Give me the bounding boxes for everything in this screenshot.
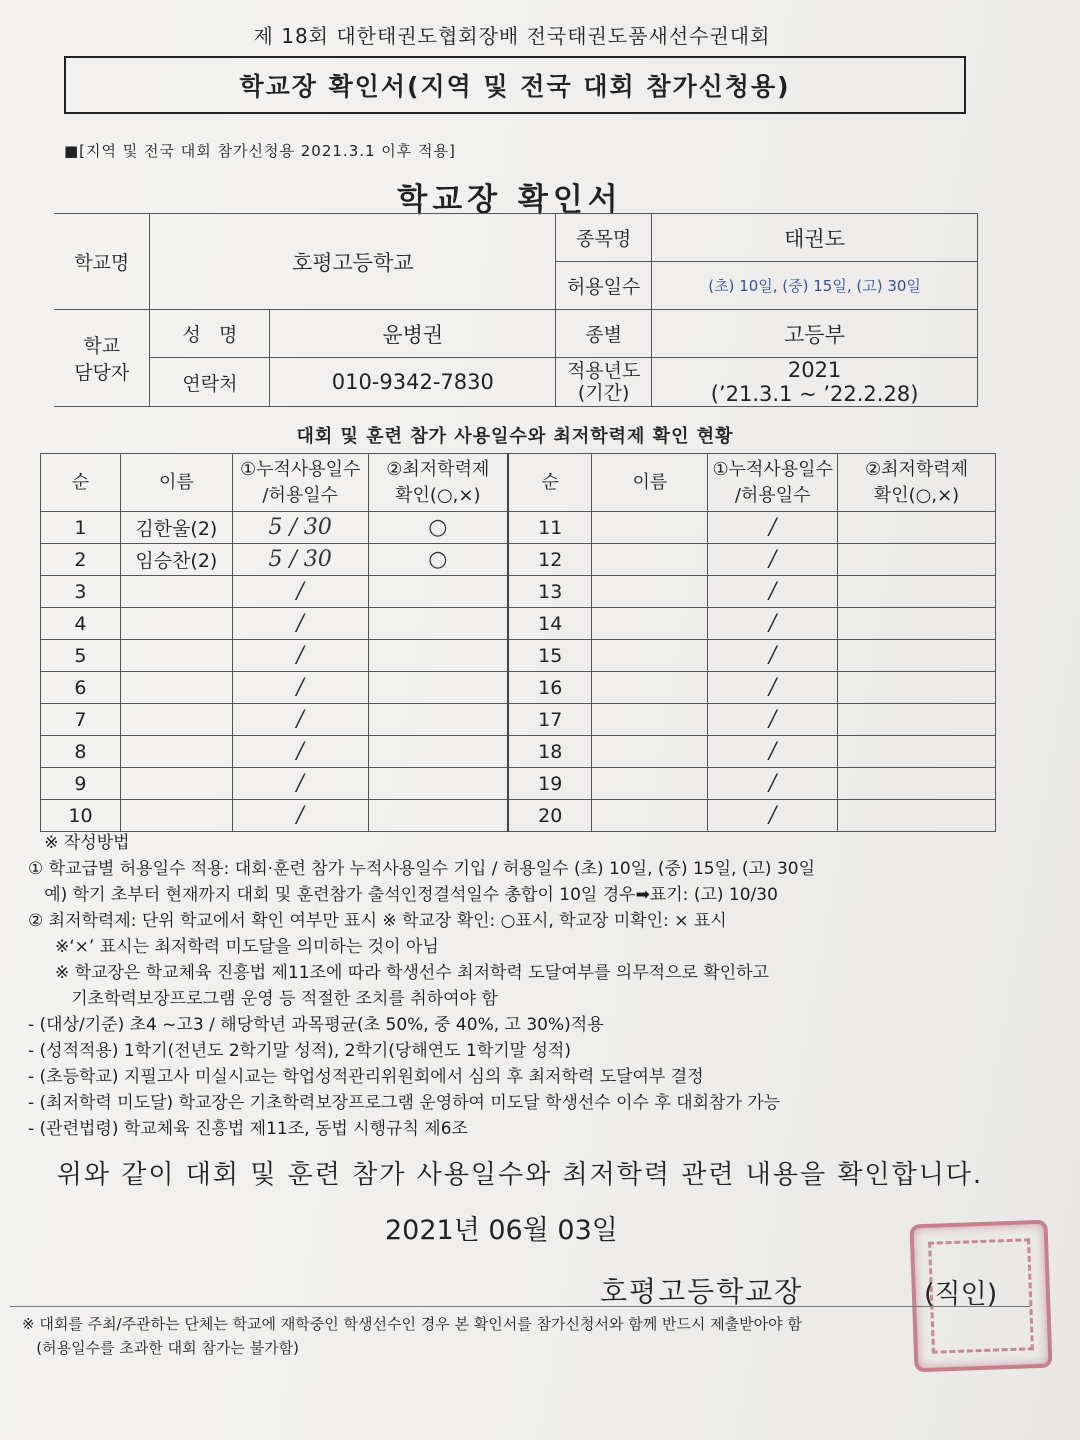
guide-line: ※ 작성방법: [28, 833, 130, 853]
applicability-note: ■[지역 및 전국 대회 참가신청용 2021.3.1 이후 적용]: [64, 142, 456, 160]
guide-line: - (최저학력 미도달) 학교장은 기초학력보장프로그램 운영하여 미도달 학생선수 이수 후 대회참가 가능: [28, 1093, 781, 1113]
col-check: [368, 454, 508, 512]
cell-no: 9: [41, 768, 121, 800]
col-name: 이름: [120, 454, 232, 512]
table-row: [41, 640, 996, 672]
table-row: [41, 608, 996, 640]
cell-name: [592, 672, 708, 704]
cell-name: [120, 608, 232, 640]
cell-check: [838, 704, 996, 736]
col-days: [232, 454, 368, 512]
school-name-value: 호평고등학교: [150, 214, 556, 310]
cell-name: [592, 800, 708, 832]
cell-no: 10: [41, 800, 121, 832]
staff-label: [54, 310, 150, 407]
cell-days: /: [232, 800, 368, 832]
col-check-right-line2: 확인(○,×): [873, 484, 960, 506]
staff-label-line2: 담당자: [74, 362, 130, 384]
cell-days: /: [232, 736, 368, 768]
cell-check: [838, 512, 996, 544]
cell-name: [592, 736, 708, 768]
cell-name: 임승찬(2): [120, 544, 232, 576]
form-title: 학교장 확인서: [397, 182, 623, 218]
col-no-right: 순: [508, 454, 592, 512]
school-info-table: [54, 213, 978, 407]
cell-days: /: [232, 672, 368, 704]
cell-check: [838, 608, 996, 640]
col-check-line2: 확인(○,×): [395, 484, 481, 506]
cell-name: [592, 704, 708, 736]
cell-name: [592, 608, 708, 640]
cell-days: /: [232, 576, 368, 608]
footer-note: [22, 1312, 802, 1360]
cell-name: [120, 640, 232, 672]
division-value: 고등부: [652, 310, 978, 358]
guide-line: ② 최저학력제: 단위 학교에서 확인 여부만 표시 ※ 학교장 확인: ○표시, 학교장 미확인: × 표시: [28, 911, 727, 931]
guide-line: - (대상/기준) 초4 ~고3 / 해당학년 과목평균(초 50%, 중 40%, 고 30%)적용: [28, 1015, 604, 1035]
table-row: [41, 736, 996, 768]
allow-days-value: (초) 10일, (중) 15일, (고) 30일: [652, 262, 978, 310]
staff-name-label: 성 명: [150, 310, 270, 358]
cell-check: [838, 672, 996, 704]
cell-no: 16: [508, 672, 592, 704]
guide-line: ※ 학교장은 학교체육 진흥법 제11조에 따라 학생선수 최저학력 도달여부를 의무적으로 확인하고: [28, 963, 769, 983]
cell-days: 5 / 30: [232, 544, 368, 576]
cell-no: 4: [41, 608, 121, 640]
cell-days: /: [232, 768, 368, 800]
cell-check: [368, 576, 508, 608]
col-days-line2: /허용일수: [262, 484, 339, 506]
cell-name: [592, 544, 708, 576]
school-name-label: 학교명: [54, 214, 150, 310]
status-body: [41, 512, 996, 832]
cell-name: [120, 800, 232, 832]
cell-no: 6: [41, 672, 121, 704]
cell-days: /: [708, 512, 838, 544]
year-label-line1: 적용년도: [566, 360, 641, 382]
cell-no: 20: [508, 800, 592, 832]
cell-no: 8: [41, 736, 121, 768]
cell-name: [592, 512, 708, 544]
allow-days-label: 허용일수: [556, 262, 652, 310]
cell-name: [120, 736, 232, 768]
cell-check: [368, 800, 508, 832]
cell-days: /: [708, 608, 838, 640]
guide-line: 기초학력보장프로그램 운영 등 적절한 조치를 취하여야 함: [28, 989, 498, 1009]
cell-name: [120, 704, 232, 736]
contact-label: 연락처: [150, 358, 270, 407]
cell-check: ○: [368, 512, 508, 544]
cell-days: /: [708, 736, 838, 768]
cell-name: [120, 768, 232, 800]
cell-name: [592, 768, 708, 800]
status-header-row: [41, 454, 996, 512]
col-no: 순: [41, 454, 121, 512]
year-label: [556, 358, 652, 407]
cell-days: /: [708, 768, 838, 800]
staff-name-value: 윤병권: [270, 310, 556, 358]
contact-value: 010-9342-7830: [270, 358, 556, 407]
cell-no: 12: [508, 544, 592, 576]
footer-note-line2: (허용일수를 초과한 대회 참가는 불가함): [22, 1339, 299, 1357]
footer-note-line1: ※ 대회를 주최/주관하는 단체는 학교에 재학중인 학생선수인 경우 본 확인서를 참가신청서와 함께 반드시 제출받아야 함: [22, 1315, 802, 1333]
col-days-right-line2: /허용일수: [734, 484, 811, 506]
cell-check: [368, 608, 508, 640]
cell-no: 14: [508, 608, 592, 640]
cell-name: 김한울(2): [120, 512, 232, 544]
cell-check: [838, 544, 996, 576]
year-label-line2: (기간): [577, 382, 630, 404]
table-row: [41, 704, 996, 736]
cell-no: 11: [508, 512, 592, 544]
guide-line: - (초등학교) 지필고사 미실시교는 학업성적관리위원회에서 심의 후 최저학력 도달여부 결정: [28, 1067, 704, 1087]
cell-name: [592, 640, 708, 672]
event-label: 종목명: [556, 214, 652, 262]
staff-label-line1: 학교: [83, 335, 121, 357]
cell-name: [592, 576, 708, 608]
cell-no: 18: [508, 736, 592, 768]
col-name-right: 이름: [592, 454, 708, 512]
year-value: [652, 358, 978, 407]
cell-days: /: [232, 704, 368, 736]
cell-no: 7: [41, 704, 121, 736]
writing-guide: [28, 830, 815, 1142]
guide-line: ※‘×’ 표시는 최저학력 미도달을 의미하는 것이 아님: [28, 937, 439, 957]
cell-days: /: [708, 544, 838, 576]
cell-check: [368, 640, 508, 672]
cell-days: /: [708, 800, 838, 832]
guide-line: - (관련법령) 학교체육 진흥법 제11조, 동법 시행규칙 제6조: [28, 1119, 468, 1139]
col-check-right: [838, 454, 996, 512]
cell-check: [368, 704, 508, 736]
table-row: [41, 768, 996, 800]
cell-no: 17: [508, 704, 592, 736]
competition-header: 제 18회 대한태권도협회장배 전국태권도품새선수권대회: [253, 24, 771, 48]
confirmation-date: 2021년 06월 03일: [385, 1215, 618, 1246]
col-days-line1: ①누적사용일수: [239, 458, 361, 480]
cell-check: [838, 736, 996, 768]
table-row: [41, 576, 996, 608]
cell-name: [120, 672, 232, 704]
cell-no: 15: [508, 640, 592, 672]
cell-no: 3: [41, 576, 121, 608]
col-check-right-line1: ②최저학력제: [865, 458, 969, 480]
cell-days: 5 / 30: [232, 512, 368, 544]
cell-days: /: [232, 608, 368, 640]
cell-days: /: [708, 640, 838, 672]
table-row: [41, 512, 996, 544]
box-title: 학교장 확인서(지역 및 전국 대회 참가신청용): [64, 56, 966, 114]
cell-no: 19: [508, 768, 592, 800]
cell-check: [838, 800, 996, 832]
guide-line: ① 학교급별 허용일수 적용: 대회·훈련 참가 누적사용일수 기입 / 허용일수 (초) 10일, (중) 15일, (고) 30일: [28, 859, 816, 879]
cell-check: [368, 736, 508, 768]
cell-check: [838, 768, 996, 800]
col-days-right: [708, 454, 838, 512]
division-label: 종별: [556, 310, 652, 358]
principal-title: 호평고등학교장: [600, 1275, 804, 1308]
cell-check: [368, 768, 508, 800]
cell-days: /: [708, 704, 838, 736]
confirmation-statement: 위와 같이 대회 및 훈련 참가 사용일수와 최저학력 관련 내용을 확인합니다.: [56, 1160, 984, 1190]
footer-divider: [10, 1306, 1030, 1307]
table-row: [41, 672, 996, 704]
cell-days: /: [708, 672, 838, 704]
cell-days: /: [232, 640, 368, 672]
table-row: [41, 800, 996, 832]
cell-name: [120, 576, 232, 608]
cell-days: /: [708, 576, 838, 608]
seal-mark: (직인): [924, 1279, 998, 1310]
cell-check: [838, 576, 996, 608]
year-value-line2: (’21.3.1 ~ ’22.2.28): [710, 382, 919, 406]
cell-check: [838, 640, 996, 672]
guide-line: - (성적적용) 1학기(전년도 2학기말 성적), 2학기(당해연도 1학기말 성적): [28, 1041, 571, 1061]
cell-no: 5: [41, 640, 121, 672]
guide-line: 예) 학기 초부터 현재까지 대회 및 훈련참가 출석인정결석일수 총합이 10일 경우➡표기: (고) 10/30: [28, 885, 778, 905]
status-title: 대회 및 훈련 참가 사용일수와 최저학력제 확인 현황: [296, 426, 734, 447]
cell-check: ○: [368, 544, 508, 576]
cell-check: [368, 672, 508, 704]
cell-no: 2: [41, 544, 121, 576]
col-check-line1: ②최저학력제: [386, 458, 490, 480]
status-table: [40, 453, 996, 832]
year-value-line1: 2021: [787, 358, 842, 382]
cell-no: 13: [508, 576, 592, 608]
cell-no: 1: [41, 512, 121, 544]
event-value: 태권도: [652, 214, 978, 262]
col-days-right-line1: ①누적사용일수: [712, 458, 833, 480]
table-row: [41, 544, 996, 576]
